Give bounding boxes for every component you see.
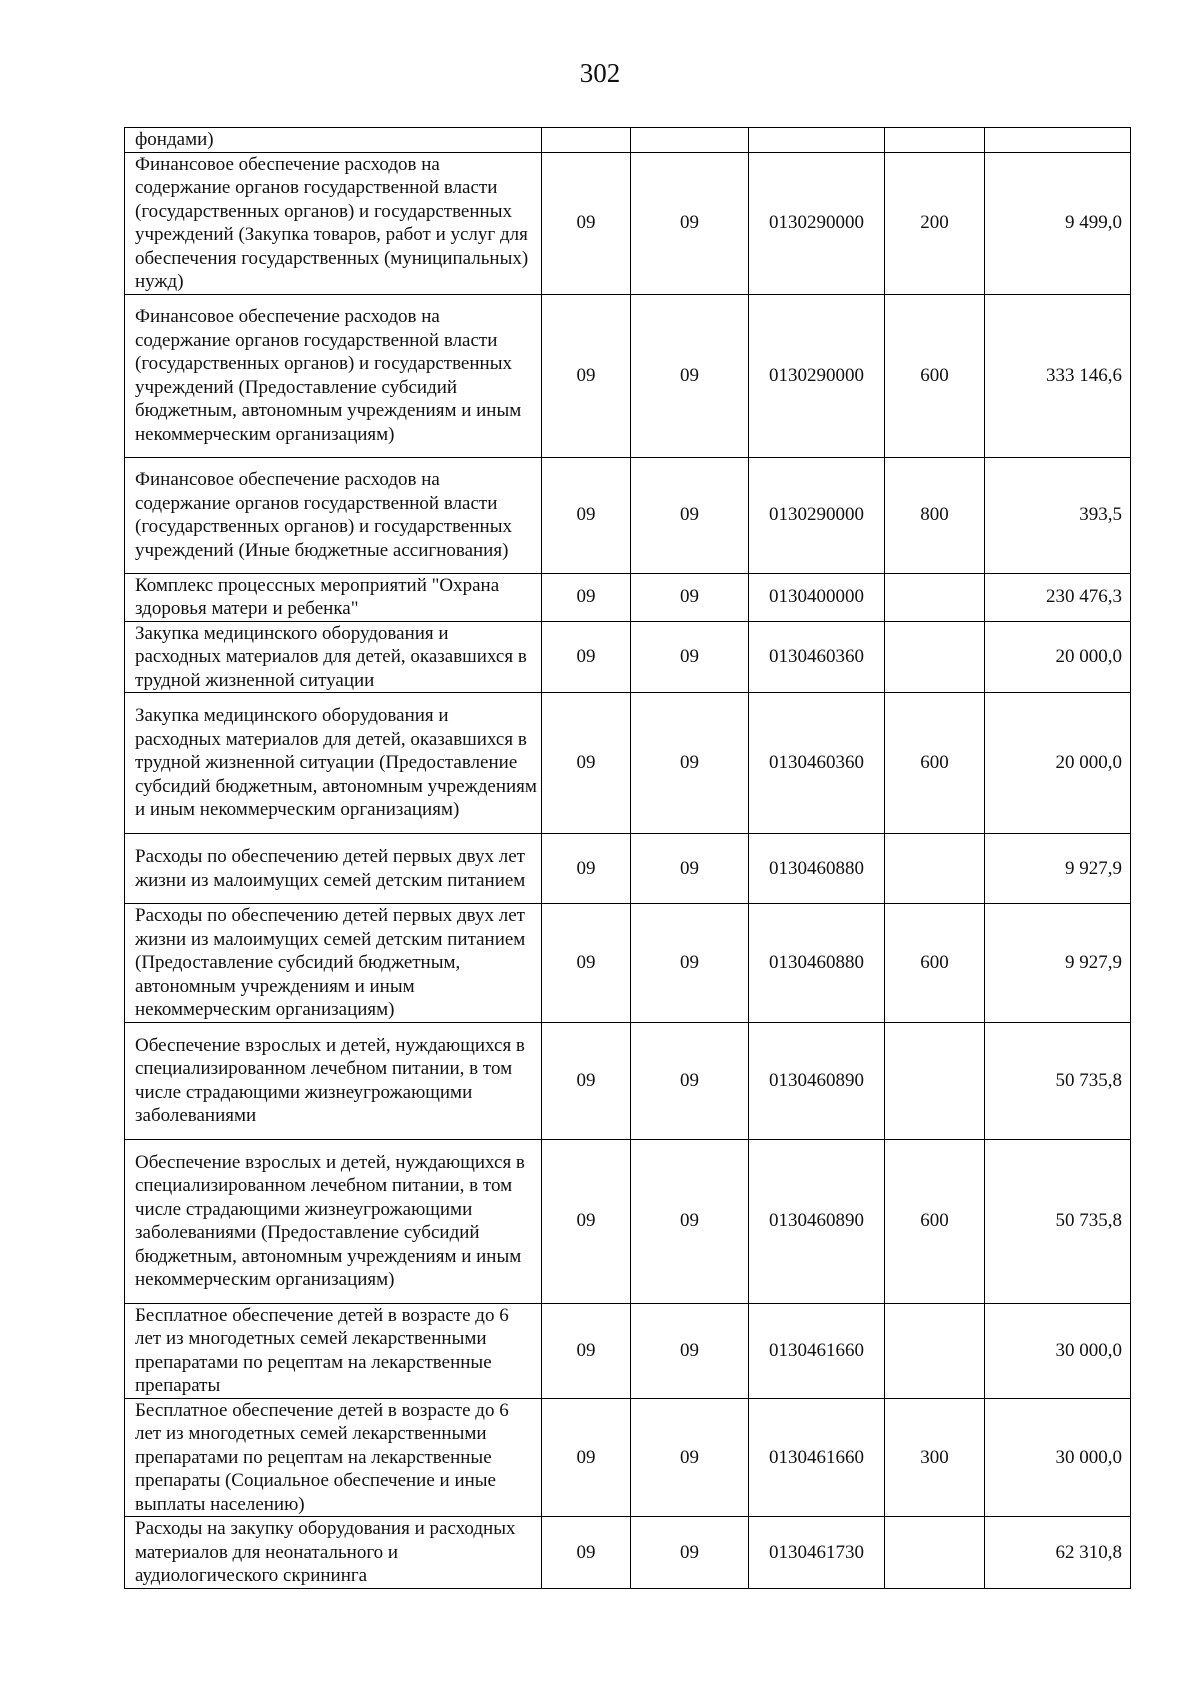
cell-description: Закупка медицинского оборудования и расходных материалов для детей, оказавшихся в трудной жизненной ситуации — [125, 621, 542, 693]
cell-subsection — [631, 128, 749, 153]
cell-target-article: 0130461660 — [749, 1398, 885, 1517]
cell-target-article: 0130461660 — [749, 1303, 885, 1398]
cell-expense-type: 300 — [885, 1398, 985, 1517]
cell-target-article: 0130460360 — [749, 693, 885, 834]
cell-subsection: 09 — [631, 621, 749, 693]
cell-description: Финансовое обеспечение расходов на содержание органов государственной власти (государственных органов) и государственных учреждений (Закупка товаров, работ и услуг для обеспечения государственных (муниципальных) нужд) — [125, 152, 542, 294]
cell-subsection: 09 — [631, 834, 749, 904]
cell-amount: 30 000,0 — [985, 1398, 1131, 1517]
cell-subsection: 09 — [631, 294, 749, 457]
cell-subsection: 09 — [631, 1139, 749, 1303]
cell-section: 09 — [542, 693, 631, 834]
cell-subsection: 09 — [631, 693, 749, 834]
cell-subsection: 09 — [631, 904, 749, 1023]
cell-amount: 333 146,6 — [985, 294, 1131, 457]
cell-section: 09 — [542, 573, 631, 621]
cell-subsection: 09 — [631, 573, 749, 621]
cell-section: 09 — [542, 1139, 631, 1303]
cell-amount: 9 499,0 — [985, 152, 1131, 294]
cell-target-article: 0130461730 — [749, 1517, 885, 1589]
cell-expense-type — [885, 621, 985, 693]
page-number: 302 — [579, 58, 621, 88]
table-row — [125, 1398, 1131, 1517]
cell-expense-type — [885, 573, 985, 621]
cell-description: Обеспечение взрослых и детей, нуждающихся в специализированном лечебном питании, в том числе страдающими жизнеугрожающими заболеваниями (Предоставление субсидий бюджетным, автономным учреждениям и иным некоммерческим организациям) — [125, 1139, 542, 1303]
table-row — [125, 834, 1131, 904]
cell-description: Бесплатное обеспечение детей в возрасте до 6 лет из многодетных семей лекарственными препаратами по рецептам на лекарственные препараты — [125, 1303, 542, 1398]
cell-target-article: 0130290000 — [749, 152, 885, 294]
cell-amount: 230 476,3 — [985, 573, 1131, 621]
cell-description: Закупка медицинского оборудования и расходных материалов для детей, оказавшихся в трудной жизненной ситуации (Предоставление субсидий бюджетным, автономным учреждениям и иным некоммерческим организациям) — [125, 693, 542, 834]
cell-amount: 62 310,8 — [985, 1517, 1131, 1589]
cell-expense-type: 200 — [885, 152, 985, 294]
cell-expense-type: 600 — [885, 1139, 985, 1303]
cell-section: 09 — [542, 834, 631, 904]
cell-subsection: 09 — [631, 1303, 749, 1398]
cell-section: 09 — [542, 1517, 631, 1589]
cell-section: 09 — [542, 1022, 631, 1139]
cell-amount: 20 000,0 — [985, 693, 1131, 834]
cell-amount: 9 927,9 — [985, 904, 1131, 1023]
cell-description: Финансовое обеспечение расходов на содержание органов государственной власти (государственных органов) и государственных учреждений (Предоставление субсидий бюджетным, автономным учреждениям и иным некоммерческим организациям) — [125, 294, 542, 457]
cell-expense-type: 800 — [885, 457, 985, 573]
cell-amount: 50 735,8 — [985, 1139, 1131, 1303]
table-row — [125, 621, 1131, 693]
cell-section: 09 — [542, 1398, 631, 1517]
cell-target-article: 0130460360 — [749, 621, 885, 693]
cell-expense-type: 600 — [885, 904, 985, 1023]
table-row — [125, 128, 1131, 153]
cell-amount: 393,5 — [985, 457, 1131, 573]
table-row — [125, 1517, 1131, 1589]
cell-amount — [985, 128, 1131, 153]
cell-section: 09 — [542, 152, 631, 294]
cell-description: фондами) — [125, 128, 542, 153]
cell-target-article: 0130460880 — [749, 904, 885, 1023]
cell-expense-type — [885, 128, 985, 153]
table-row — [125, 152, 1131, 294]
table-row — [125, 294, 1131, 457]
table-row — [125, 904, 1131, 1023]
cell-description: Обеспечение взрослых и детей, нуждающихся в специализированном лечебном питании, в том числе страдающими жизнеугрожающими заболеваниями — [125, 1022, 542, 1139]
cell-section: 09 — [542, 621, 631, 693]
cell-expense-type — [885, 1517, 985, 1589]
cell-section — [542, 128, 631, 153]
cell-amount: 20 000,0 — [985, 621, 1131, 693]
cell-expense-type: 600 — [885, 294, 985, 457]
cell-subsection: 09 — [631, 1022, 749, 1139]
budget-table — [124, 127, 1131, 1589]
cell-target-article: 0130290000 — [749, 294, 885, 457]
cell-amount: 30 000,0 — [985, 1303, 1131, 1398]
cell-description: Расходы по обеспечению детей первых двух лет жизни из малоимущих семей детским питанием — [125, 834, 542, 904]
cell-subsection: 09 — [631, 1398, 749, 1517]
cell-expense-type — [885, 834, 985, 904]
table-row — [125, 573, 1131, 621]
table-row — [125, 457, 1131, 573]
cell-section: 09 — [542, 457, 631, 573]
cell-target-article: 0130290000 — [749, 457, 885, 573]
cell-description: Комплекс процессных мероприятий "Охрана здоровья матери и ребенка" — [125, 573, 542, 621]
cell-description: Финансовое обеспечение расходов на содержание органов государственной власти (государственных органов) и государственных учреждений (Иные бюджетные ассигнования) — [125, 457, 542, 573]
cell-subsection: 09 — [631, 457, 749, 573]
cell-target-article: 0130460880 — [749, 834, 885, 904]
cell-expense-type — [885, 1303, 985, 1398]
cell-expense-type: 600 — [885, 693, 985, 834]
table-row — [125, 1303, 1131, 1398]
cell-target-article: 0130400000 — [749, 573, 885, 621]
cell-expense-type — [885, 1022, 985, 1139]
cell-description: Бесплатное обеспечение детей в возрасте до 6 лет из многодетных семей лекарственными препаратами по рецептам на лекарственные препараты (Социальное обеспечение и иные выплаты населению) — [125, 1398, 542, 1517]
cell-section: 09 — [542, 1303, 631, 1398]
cell-target-article: 0130460890 — [749, 1139, 885, 1303]
cell-description: Расходы на закупку оборудования и расходных материалов для неонатального и аудиологического скрининга — [125, 1517, 542, 1589]
cell-subsection: 09 — [631, 152, 749, 294]
cell-description: Расходы по обеспечению детей первых двух лет жизни из малоимущих семей детским питанием (Предоставление субсидий бюджетным, автономным учреждениям и иным некоммерческим организациям) — [125, 904, 542, 1023]
cell-subsection: 09 — [631, 1517, 749, 1589]
cell-section: 09 — [542, 294, 631, 457]
table-row — [125, 1022, 1131, 1139]
cell-amount: 50 735,8 — [985, 1022, 1131, 1139]
cell-section: 09 — [542, 904, 631, 1023]
cell-amount: 9 927,9 — [985, 834, 1131, 904]
cell-target-article: 0130460890 — [749, 1022, 885, 1139]
table-row — [125, 1139, 1131, 1303]
cell-target-article — [749, 128, 885, 153]
table-row — [125, 693, 1131, 834]
